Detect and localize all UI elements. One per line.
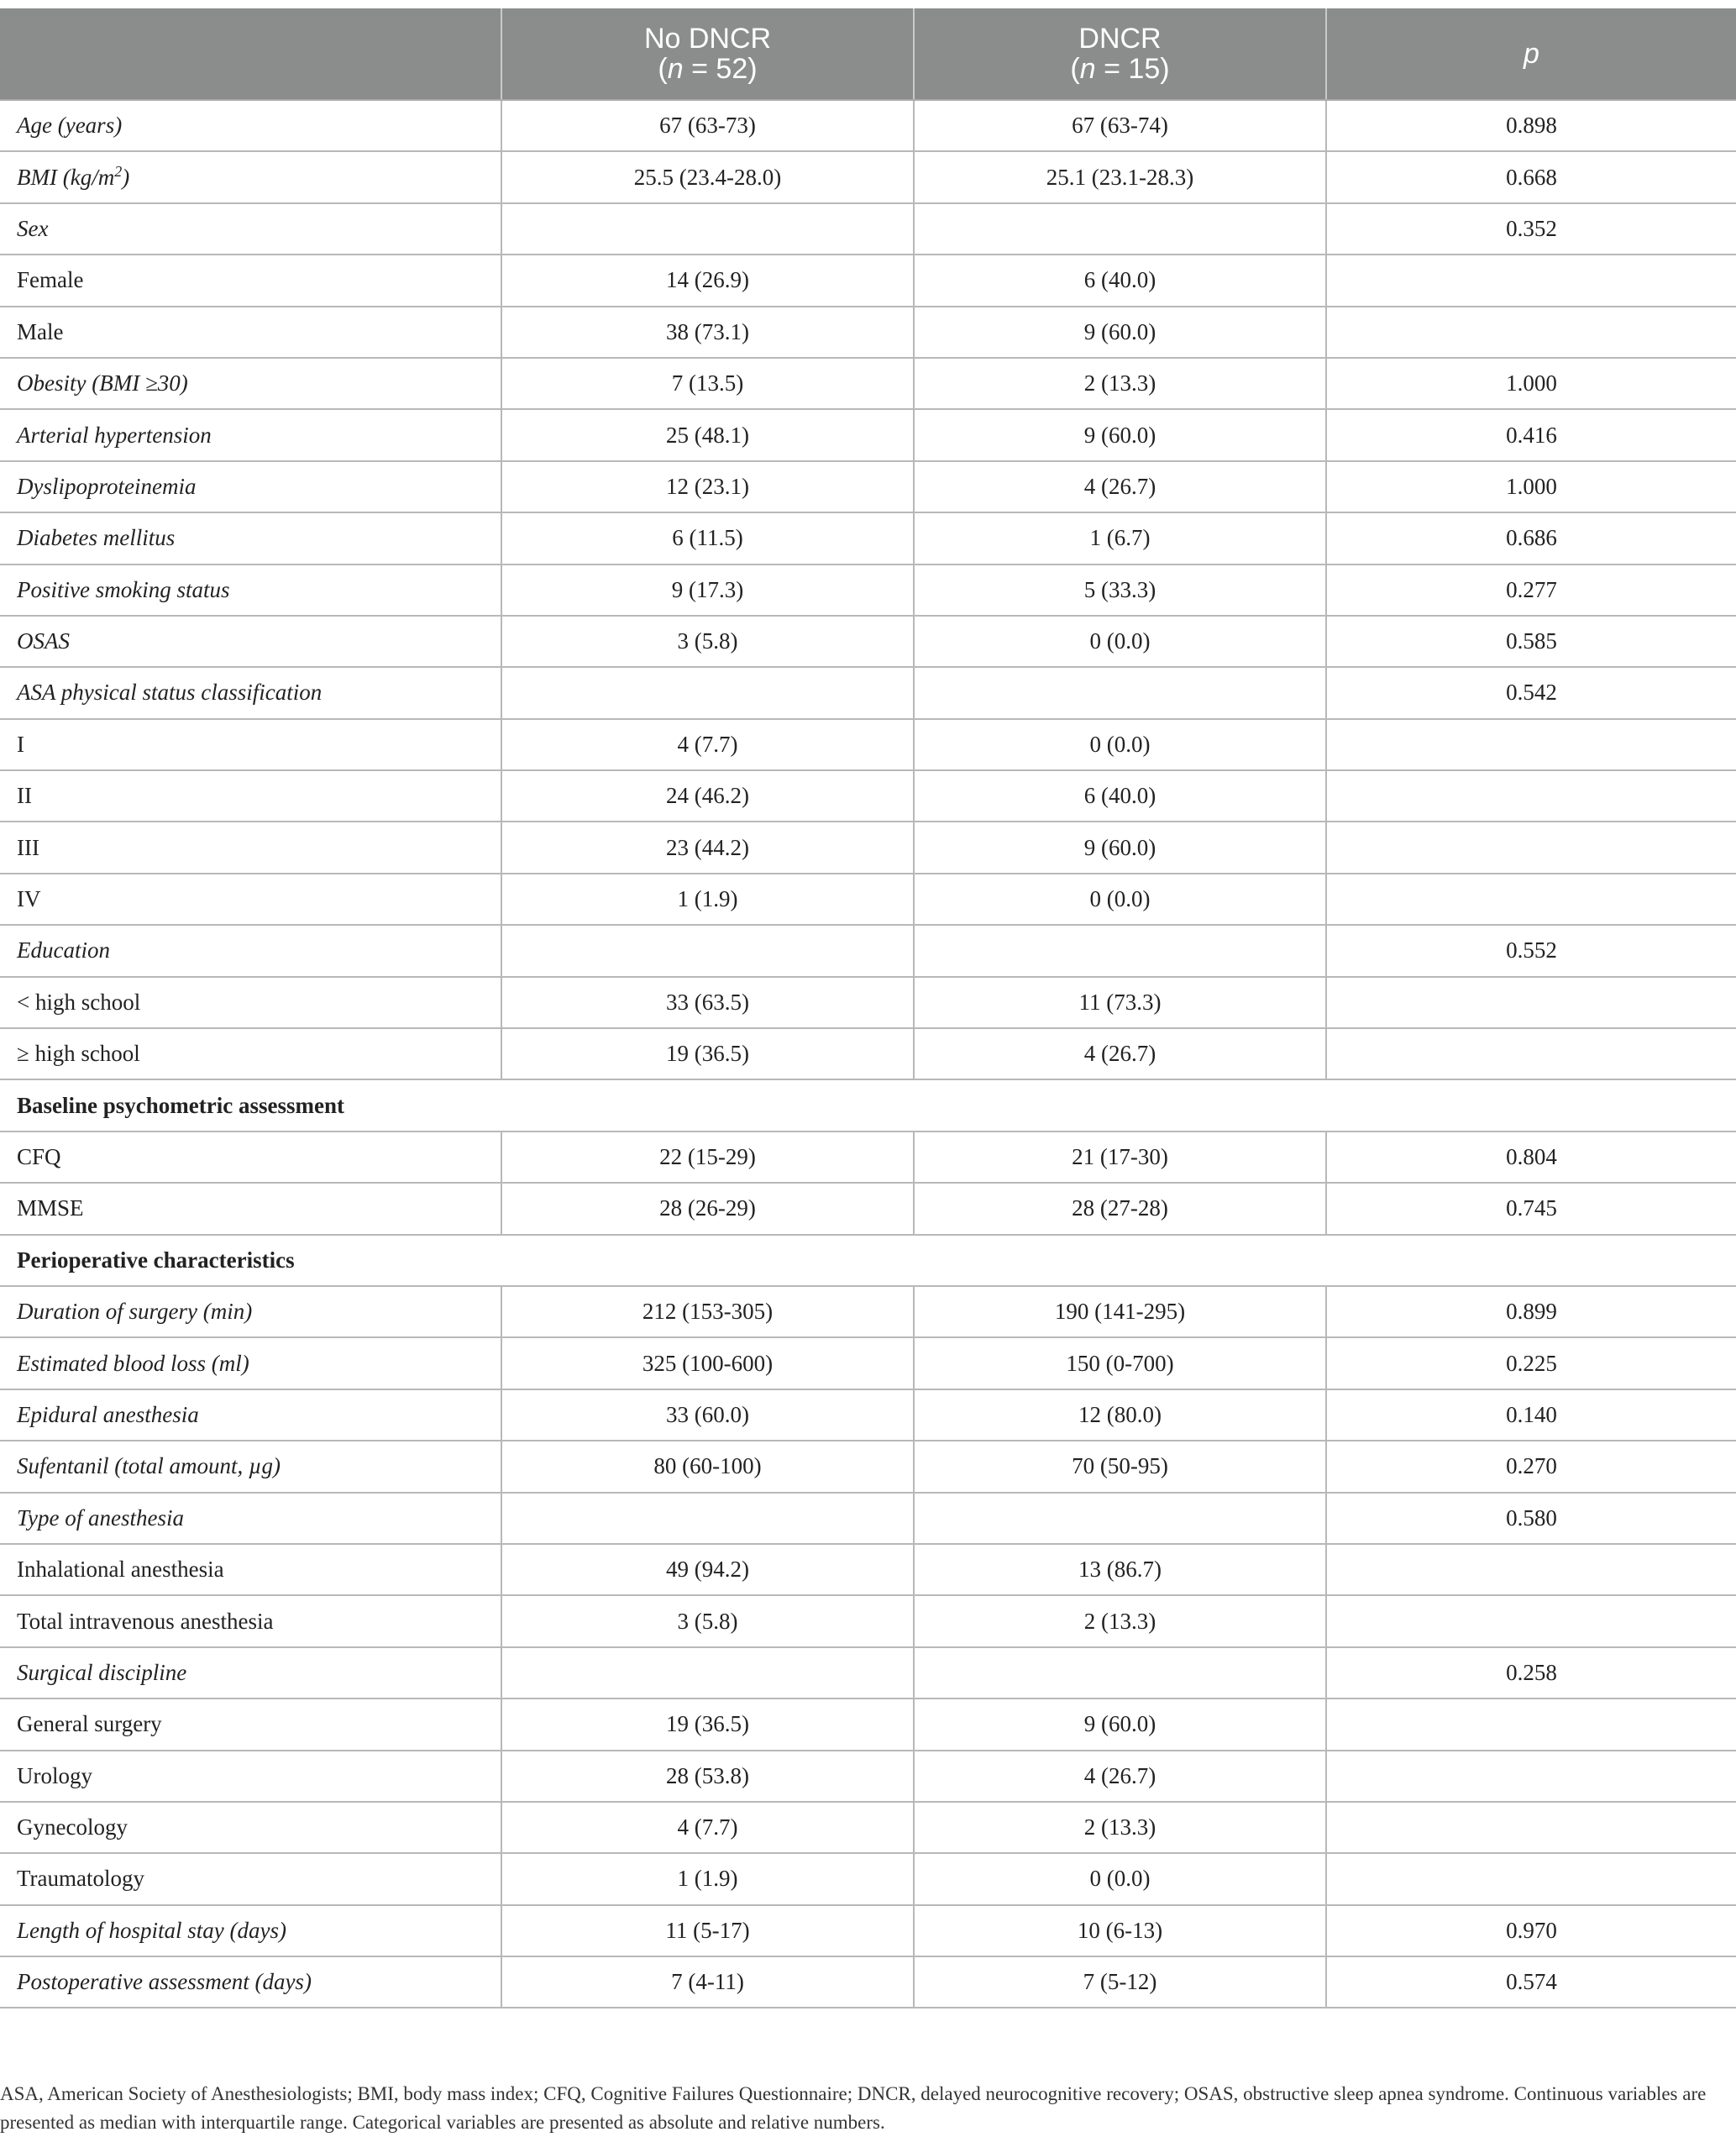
table-row	[0, 1905, 1736, 1956]
table-footnote: ASA, American Society of Anesthesiologists; BMI, body mass index; CFQ, Cognitive Failures Questionnaire; DNCR, delayed neurocognitive recovery; OSAS, obstructive sleep apnea syndrome. Continuous variables are presented as median with interquartile range. Categorical variables are presented as absolute and relative numbers.	[0, 2083, 1707, 2133]
table-row	[0, 512, 1736, 564]
row-label-text: III	[17, 834, 39, 860]
cell-no-dncr: 1 (1.9)	[501, 874, 914, 925]
row-label-text: II	[17, 783, 32, 809]
cell-p-value	[1326, 1595, 1736, 1646]
cell-no-dncr: 33 (63.5)	[501, 977, 914, 1028]
header-dncr	[914, 8, 1326, 100]
cell-dncr: 5 (33.3)	[914, 564, 1326, 616]
section-header-row	[0, 1235, 1736, 1286]
cell-p-value: 0.552	[1326, 925, 1736, 976]
row-label	[0, 564, 501, 616]
cell-dncr: 7 (5-12)	[914, 1956, 1326, 2008]
cell-no-dncr: 3 (5.8)	[501, 1595, 914, 1646]
cell-dncr: 70 (50-95)	[914, 1441, 1326, 1492]
row-label	[0, 1493, 501, 1544]
table-row	[0, 1493, 1736, 1544]
header-no-dncr-n-symbol: n	[667, 53, 684, 85]
cell-no-dncr: 28 (26-29)	[501, 1183, 914, 1234]
header-no-dncr	[501, 8, 914, 100]
row-label-text: Arterial hypertension	[17, 422, 212, 448]
row-label	[0, 1802, 501, 1853]
cell-dncr: 25.1 (23.1-28.3)	[914, 151, 1326, 202]
row-label	[0, 770, 501, 822]
cell-p-value	[1326, 1028, 1736, 1079]
cell-no-dncr: 14 (26.9)	[501, 255, 914, 306]
row-label-text: Traumatology	[17, 1866, 145, 1892]
row-label-text: Positive smoking status	[17, 576, 230, 602]
row-label	[0, 1028, 501, 1079]
row-label-text: Estimated blood loss (ml)	[17, 1350, 249, 1376]
cell-dncr: 2 (13.3)	[914, 1595, 1326, 1646]
row-label-text: Sex	[17, 215, 49, 241]
row-label-text: Sufentanil (total amount, µg)	[17, 1453, 281, 1479]
cell-dncr: 9 (60.0)	[914, 1699, 1326, 1750]
table-row	[0, 151, 1736, 202]
row-label	[0, 1751, 501, 1802]
table-row	[0, 461, 1736, 512]
cell-no-dncr: 11 (5-17)	[501, 1905, 914, 1956]
header-dncr-paren: (	[1070, 53, 1080, 85]
row-label-text: Gynecology	[17, 1814, 128, 1840]
cell-dncr: 9 (60.0)	[914, 409, 1326, 460]
cell-dncr: 10 (6-13)	[914, 1905, 1326, 1956]
row-label-text: ASA physical status classification	[17, 680, 323, 706]
row-label-text: Inhalational anesthesia	[17, 1557, 224, 1583]
table-row	[0, 616, 1736, 667]
cell-no-dncr: 1 (1.9)	[501, 1853, 914, 1904]
cell-p-value: 0.899	[1326, 1286, 1736, 1337]
cell-dncr: 6 (40.0)	[914, 770, 1326, 822]
cell-p-value	[1326, 307, 1736, 358]
row-label-text: Type of anesthesia	[17, 1504, 184, 1531]
cell-no-dncr: 12 (23.1)	[501, 461, 914, 512]
cell-no-dncr: 25.5 (23.4-28.0)	[501, 151, 914, 202]
table-body	[0, 100, 1736, 2008]
cell-p-value: 0.574	[1326, 1956, 1736, 2008]
table-row	[0, 100, 1736, 151]
row-label-text: Epidural anesthesia	[17, 1401, 199, 1427]
cell-dncr: 11 (73.3)	[914, 977, 1326, 1028]
section-title: Baseline psychometric assessment	[0, 1079, 1736, 1131]
characteristics-table-container	[0, 8, 1736, 2008]
row-label-text: Length of hospital stay (days)	[17, 1917, 286, 1943]
cell-dncr: 9 (60.0)	[914, 822, 1326, 873]
row-label	[0, 667, 501, 718]
row-label	[0, 255, 501, 306]
table-row	[0, 1132, 1736, 1183]
cell-no-dncr: 4 (7.7)	[501, 1802, 914, 1853]
cell-dncr: 1 (6.7)	[914, 512, 1326, 564]
row-label	[0, 874, 501, 925]
row-label	[0, 1853, 501, 1904]
row-label	[0, 100, 501, 151]
cell-p-value	[1326, 1699, 1736, 1750]
row-label	[0, 151, 501, 202]
table-row	[0, 1286, 1736, 1337]
cell-no-dncr: 25 (48.1)	[501, 409, 914, 460]
cell-dncr: 2 (13.3)	[914, 1802, 1326, 1853]
cell-dncr: 0 (0.0)	[914, 719, 1326, 770]
table-row	[0, 1441, 1736, 1492]
table-row	[0, 409, 1736, 460]
cell-p-value: 0.416	[1326, 409, 1736, 460]
cell-p-value: 1.000	[1326, 461, 1736, 512]
cell-no-dncr: 22 (15-29)	[501, 1132, 914, 1183]
cell-p-value: 0.585	[1326, 616, 1736, 667]
header-row	[0, 8, 1736, 100]
cell-no-dncr: 6 (11.5)	[501, 512, 914, 564]
header-dncr-title: DNCR	[1078, 23, 1162, 55]
cell-no-dncr: 49 (94.2)	[501, 1544, 914, 1595]
row-label-text-end: )	[122, 164, 130, 190]
table-row	[0, 358, 1736, 409]
table-row	[0, 719, 1736, 770]
row-label-text: MMSE	[17, 1195, 84, 1221]
cell-dncr: 4 (26.7)	[914, 1751, 1326, 1802]
cell-p-value	[1326, 1544, 1736, 1595]
cell-no-dncr: 19 (36.5)	[501, 1699, 914, 1750]
cell-p-value	[1326, 822, 1736, 873]
table-header	[0, 8, 1736, 100]
row-label	[0, 512, 501, 564]
row-label	[0, 358, 501, 409]
row-label	[0, 1132, 501, 1183]
cell-p-value: 0.258	[1326, 1647, 1736, 1699]
cell-dncr: 28 (27-28)	[914, 1183, 1326, 1234]
cell-p-value: 0.225	[1326, 1337, 1736, 1389]
row-label-text: BMI (kg/m	[17, 164, 115, 190]
section-title: Perioperative characteristics	[0, 1235, 1736, 1286]
row-label-text: Obesity (BMI ≥30)	[17, 370, 188, 396]
row-label	[0, 616, 501, 667]
cell-no-dncr: 4 (7.7)	[501, 719, 914, 770]
row-label	[0, 1337, 501, 1389]
table-row	[0, 874, 1736, 925]
row-label	[0, 925, 501, 976]
cell-p-value	[1326, 770, 1736, 822]
table-row	[0, 1595, 1736, 1646]
row-label	[0, 1699, 501, 1750]
row-label-text: Duration of surgery (min)	[17, 1299, 253, 1325]
cell-no-dncr: 24 (46.2)	[501, 770, 914, 822]
cell-no-dncr	[501, 667, 914, 718]
row-label	[0, 1183, 501, 1234]
row-label-text: OSAS	[17, 628, 70, 654]
cell-dncr: 0 (0.0)	[914, 616, 1326, 667]
table-row	[0, 1699, 1736, 1750]
table-row	[0, 1751, 1736, 1802]
table-row	[0, 977, 1736, 1028]
cell-p-value: 0.542	[1326, 667, 1736, 718]
cell-p-value: 1.000	[1326, 358, 1736, 409]
cell-no-dncr	[501, 925, 914, 976]
cell-dncr: 6 (40.0)	[914, 255, 1326, 306]
table-row	[0, 1853, 1736, 1904]
cell-no-dncr: 19 (36.5)	[501, 1028, 914, 1079]
cell-p-value	[1326, 1802, 1736, 1853]
cell-no-dncr: 325 (100-600)	[501, 1337, 914, 1389]
cell-no-dncr: 3 (5.8)	[501, 616, 914, 667]
table-row	[0, 1028, 1736, 1079]
table-row	[0, 564, 1736, 616]
header-dncr-n-symbol: n	[1079, 53, 1096, 85]
table-row	[0, 770, 1736, 822]
table-row	[0, 203, 1736, 255]
cell-p-value: 0.804	[1326, 1132, 1736, 1183]
row-label	[0, 1286, 501, 1337]
table-row	[0, 307, 1736, 358]
table-row	[0, 667, 1736, 718]
cell-dncr: 21 (17-30)	[914, 1132, 1326, 1183]
row-label	[0, 409, 501, 460]
cell-dncr	[914, 1493, 1326, 1544]
cell-p-value: 0.580	[1326, 1493, 1736, 1544]
table-row	[0, 822, 1736, 873]
cell-no-dncr	[501, 203, 914, 255]
cell-dncr: 67 (63-74)	[914, 100, 1326, 151]
cell-p-value: 0.970	[1326, 1905, 1736, 1956]
cell-p-value	[1326, 1853, 1736, 1904]
row-label	[0, 1905, 501, 1956]
cell-no-dncr	[501, 1493, 914, 1544]
header-no-dncr-n-value: = 52)	[683, 53, 758, 85]
cell-no-dncr: 9 (17.3)	[501, 564, 914, 616]
row-label	[0, 1956, 501, 2008]
table-row	[0, 1647, 1736, 1699]
table-row	[0, 255, 1736, 306]
row-label-text: Female	[17, 267, 84, 293]
row-label	[0, 1441, 501, 1492]
cell-dncr: 0 (0.0)	[914, 1853, 1326, 1904]
table-row	[0, 1389, 1736, 1441]
row-label-text: < high school	[17, 989, 141, 1015]
row-label-text: ≥ high school	[17, 1041, 140, 1067]
cell-p-value	[1326, 1751, 1736, 1802]
cell-no-dncr: 67 (63-73)	[501, 100, 914, 151]
table-row	[0, 1337, 1736, 1389]
cell-p-value: 0.745	[1326, 1183, 1736, 1234]
cell-dncr: 12 (80.0)	[914, 1389, 1326, 1441]
row-label	[0, 1389, 501, 1441]
table-row	[0, 925, 1736, 976]
row-label-text: CFQ	[17, 1144, 61, 1169]
row-label-text: Diabetes mellitus	[17, 525, 176, 551]
row-label-text: I	[17, 731, 24, 757]
cell-p-value	[1326, 719, 1736, 770]
row-label	[0, 1595, 501, 1646]
cell-p-value: 0.140	[1326, 1389, 1736, 1441]
cell-dncr	[914, 203, 1326, 255]
row-label	[0, 977, 501, 1028]
cell-no-dncr: 7 (13.5)	[501, 358, 914, 409]
row-label	[0, 1647, 501, 1699]
cell-dncr: 4 (26.7)	[914, 461, 1326, 512]
row-label-text: Education	[17, 937, 110, 963]
cell-dncr	[914, 1647, 1326, 1699]
row-label	[0, 1544, 501, 1595]
row-label-text: Age (years)	[17, 113, 123, 139]
cell-p-value: 0.686	[1326, 512, 1736, 564]
row-label-text: IV	[17, 886, 41, 912]
cell-dncr: 150 (0-700)	[914, 1337, 1326, 1389]
header-variable	[0, 8, 501, 100]
cell-dncr: 190 (141-295)	[914, 1286, 1326, 1337]
cell-p-value: 0.277	[1326, 564, 1736, 616]
row-label	[0, 461, 501, 512]
cell-dncr: 9 (60.0)	[914, 307, 1326, 358]
cell-p-value: 0.270	[1326, 1441, 1736, 1492]
cell-no-dncr: 7 (4-11)	[501, 1956, 914, 2008]
cell-p-value: 0.352	[1326, 203, 1736, 255]
cell-dncr: 2 (13.3)	[914, 358, 1326, 409]
cell-p-value	[1326, 977, 1736, 1028]
cell-dncr: 4 (26.7)	[914, 1028, 1326, 1079]
header-no-dncr-paren: (	[658, 53, 668, 85]
row-label	[0, 822, 501, 873]
header-p-value: p	[1326, 8, 1736, 100]
cell-no-dncr: 80 (60-100)	[501, 1441, 914, 1492]
row-label-text: Surgical discipline	[17, 1659, 187, 1685]
row-label-text: General surgery	[17, 1711, 162, 1737]
table-row	[0, 1802, 1736, 1853]
table-row	[0, 1183, 1736, 1234]
row-label-superscript: 2	[114, 162, 123, 180]
row-label-text: Postoperative assessment (days)	[17, 1969, 312, 1995]
cell-dncr: 0 (0.0)	[914, 874, 1326, 925]
cell-dncr	[914, 667, 1326, 718]
row-label-text: Dyslipoproteinemia	[17, 473, 197, 499]
characteristics-table	[0, 8, 1736, 2008]
cell-no-dncr: 212 (153-305)	[501, 1286, 914, 1337]
cell-p-value: 0.898	[1326, 100, 1736, 151]
row-label	[0, 307, 501, 358]
cell-no-dncr: 38 (73.1)	[501, 307, 914, 358]
row-label	[0, 203, 501, 255]
header-no-dncr-count	[502, 54, 913, 84]
cell-no-dncr: 28 (53.8)	[501, 1751, 914, 1802]
header-dncr-count	[915, 54, 1325, 84]
cell-p-value: 0.668	[1326, 151, 1736, 202]
cell-dncr: 13 (86.7)	[914, 1544, 1326, 1595]
cell-no-dncr	[501, 1647, 914, 1699]
cell-dncr	[914, 925, 1326, 976]
cell-no-dncr: 33 (60.0)	[501, 1389, 914, 1441]
table-row	[0, 1956, 1736, 2008]
header-dncr-n-value: = 15)	[1095, 53, 1170, 85]
row-label-text: Male	[17, 318, 64, 344]
section-header-row	[0, 1079, 1736, 1131]
cell-p-value	[1326, 255, 1736, 306]
cell-p-value	[1326, 874, 1736, 925]
header-no-dncr-title: No DNCR	[643, 23, 772, 55]
cell-no-dncr: 23 (44.2)	[501, 822, 914, 873]
row-label-text: Total intravenous anesthesia	[17, 1608, 274, 1634]
table-row	[0, 1544, 1736, 1595]
row-label-text: Urology	[17, 1762, 92, 1788]
row-label	[0, 719, 501, 770]
